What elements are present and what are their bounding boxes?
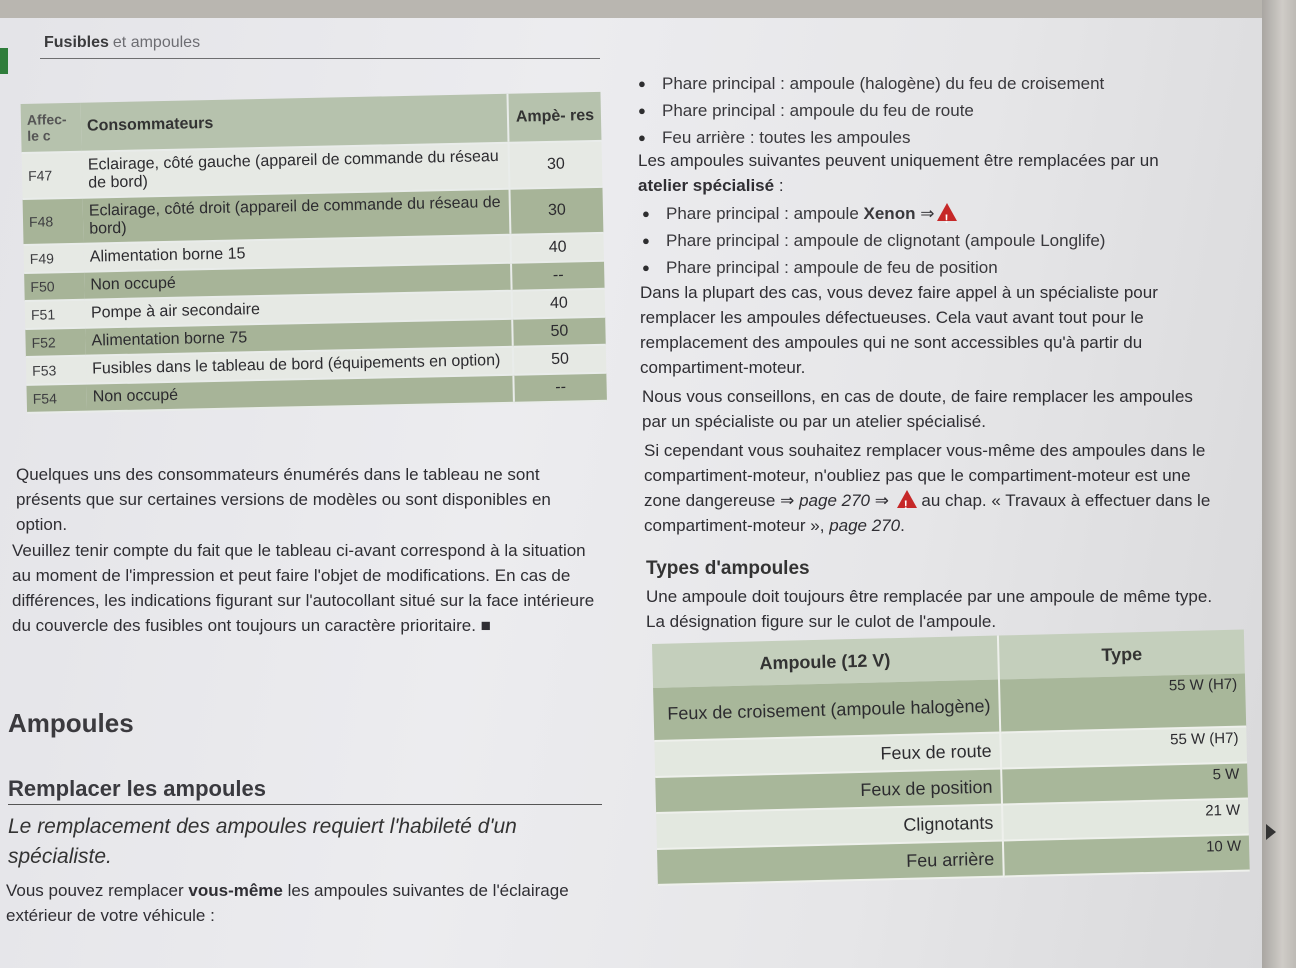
types-text: Une ampoule doit toujours être remplacée par une ampoule de même type. La désignation figure sur le culot de l'ampoule. xyxy=(646,587,1213,631)
list-item: ● Phare principal : ampoule de feu de position xyxy=(640,254,1210,281)
fuse-amps: -- xyxy=(511,261,605,291)
workshop-intro xyxy=(638,148,1198,198)
fuse-id: F49 xyxy=(24,244,85,273)
bulb-table xyxy=(652,630,1250,886)
reference-arrow: ⇒ xyxy=(920,204,935,223)
self-replace-intro-pre: Vous pouvez remplacer xyxy=(6,881,189,900)
bulb-name: Feux de croisement (ampoule halogène) xyxy=(653,680,1000,741)
bulb-type: 55 W (H7) xyxy=(999,674,1246,733)
fuse-label: Pompe à air secondaire xyxy=(85,291,512,328)
list-item: ● Phare principal : ampoule (halogène) du feu de croisement xyxy=(636,70,1196,97)
bulb-name: Clignotants xyxy=(656,804,1003,848)
danger-text-post: au chap. « Travaux à effectuer dans le compartiment-moteur », xyxy=(644,491,1211,535)
engine-bay-warning: Si cependant vous souhaitez remplacer vous-même des ampoules dans le compartiment-moteur, n'oubliez pas que le compartiment-moteur est une zone dangereuse ⇒ page 270 ⇒ ! au chap. « Travaux à effectuer dans le compartiment-moteur », page 270. xyxy=(644,438,1224,538)
bulb-name: Feux de route xyxy=(654,733,1001,777)
fuse-label: Non occupé xyxy=(86,375,513,412)
danger-text-pre: Si cependant vous souhaitez remplacer vous-même des ampoules dans le compartiment-moteur, n'oubliez pas que le compartiment-moteur est une zone dangereuse ⇒ xyxy=(644,441,1206,510)
bulb-table-block xyxy=(652,630,1250,886)
bulb-col-name: Ampoule (12 V) xyxy=(652,636,999,688)
fuse-table-block xyxy=(20,64,600,407)
header-divider xyxy=(40,58,600,59)
self-replace-intro-post: les ampoules suivantes de l'éclairage extérieur de votre véhicule : xyxy=(6,881,569,925)
fuse-amps: 30 xyxy=(509,141,603,189)
fuse-id: F53 xyxy=(26,356,87,385)
fuse-label: Eclairage, côté droit (appareil de commande du réseau de bord) xyxy=(83,189,511,244)
chapter-tab-marker xyxy=(0,48,8,74)
page-ref-link[interactable]: page 270 xyxy=(799,491,870,510)
list-item: ● Phare principal : ampoule de clignotant (ampoule Longlife) xyxy=(640,227,1210,254)
workshop-intro-bold: atelier spécialisé xyxy=(638,176,775,195)
fuse-id: F50 xyxy=(24,272,85,301)
xenon-bullet-pre: Phare principal : ampoule xyxy=(666,204,864,223)
subsection-title: Remplacer les ampoules xyxy=(8,776,267,801)
book-spine xyxy=(1262,0,1296,968)
section-title: Ampoules xyxy=(8,708,134,738)
subsection-divider xyxy=(8,804,602,805)
header-subtitle: et ampoules xyxy=(112,34,201,51)
fuse-amps: 50 xyxy=(513,345,607,375)
fuse-label: Non occupé xyxy=(84,263,511,300)
fuse-table xyxy=(21,92,607,414)
self-replace-intro-bold: vous-même xyxy=(188,881,283,900)
header-title: Fusibles xyxy=(44,34,109,51)
bulb-name: Feu arrière xyxy=(657,840,1004,884)
fuse-amps: 40 xyxy=(510,233,604,263)
fuse-table-corner: Affec- le c xyxy=(21,103,82,153)
workshop-intro-post: : xyxy=(774,176,784,195)
fuse-id: F52 xyxy=(25,328,86,357)
fuse-label: Fusibles dans le tableau de bord (équipements en option) xyxy=(86,347,513,384)
fuse-label: Eclairage, côté gauche (appareil de commande du réseau de bord) xyxy=(82,143,510,198)
doubt-advice: Nous vous conseillons, en cas de doute, de faire remplacer les ampoules par un spécialiste ou par un atelier spécialisé. xyxy=(642,387,1193,431)
next-page-arrow-icon xyxy=(1266,824,1276,840)
fuse-label: Alimentation borne 15 xyxy=(84,235,511,272)
bulb-type: 21 W xyxy=(1002,798,1249,840)
consumers-note: Quelques uns des consommateurs énumérés dans le tableau ne sont présents que sur certaines versions de modèles ou sont disponibles en option. xyxy=(16,465,551,534)
types-title: Types d'ampoules xyxy=(646,558,810,579)
warning-icon xyxy=(897,490,917,508)
workshop-list xyxy=(640,200,1210,281)
xenon-bullet-bold: Xenon xyxy=(863,204,916,223)
fuse-col-consumers: Consommateurs xyxy=(81,94,509,152)
specialist-advice: Dans la plupart des cas, vous devez faire appel à un spécialiste pour remplacer les ampoules défectueuses. Cela vaut avant tout pour le remplacement des ampoules qui ne sont accessibles qu'à partir du compartiment-moteur. xyxy=(640,283,1158,377)
fuse-amps: -- xyxy=(513,373,607,403)
list-item: ● Feu arrière : toutes les ampoules xyxy=(636,124,1196,151)
self-replace-intro xyxy=(6,878,596,928)
self-replace-list xyxy=(636,70,1196,151)
fuse-id: F54 xyxy=(26,384,87,413)
bulb-col-type: Type xyxy=(998,630,1245,680)
fuse-amps: 30 xyxy=(509,187,603,235)
table-validity-note: Veuillez tenir compte du fait que le tableau ci-avant correspond à la situation au moment de l'impression et peut faire l'objet de modifications. En cas de différences, les indications figurant sur l'autocollant situé sur la face intérieure du couvercle des fusibles ont toujours un caractère prioritaire. ■ xyxy=(12,541,595,635)
page-ref-link[interactable]: page 270 xyxy=(829,516,901,535)
fuse-id: F47 xyxy=(22,152,83,199)
bulb-name: Feux de position xyxy=(655,769,1002,813)
fuse-amps: 40 xyxy=(512,289,606,319)
skill-note: Le remplacement des ampoules requiert l'habileté d'un spécialiste. xyxy=(8,815,517,868)
bulb-type: 55 W (H7) xyxy=(1000,727,1247,769)
workshop-intro-pre: Les ampoules suivantes peuvent uniquement être remplacées par un xyxy=(638,151,1159,170)
danger-text-mid: ⇒ xyxy=(869,491,894,510)
bulb-type: 5 W xyxy=(1001,762,1248,804)
warning-icon xyxy=(937,203,957,221)
list-item xyxy=(640,200,1210,227)
fuse-id: F48 xyxy=(23,198,84,245)
fuse-id: F51 xyxy=(25,300,86,329)
fuse-amps: 50 xyxy=(512,317,606,347)
fuse-col-amperes: Ampè- res xyxy=(507,92,601,143)
list-item: ● Phare principal : ampoule du feu de route xyxy=(636,97,1196,124)
bulb-type: 10 W xyxy=(1003,834,1250,876)
fuse-label: Alimentation borne 75 xyxy=(85,319,512,356)
manual-page xyxy=(0,18,1262,968)
page-header xyxy=(44,34,200,52)
